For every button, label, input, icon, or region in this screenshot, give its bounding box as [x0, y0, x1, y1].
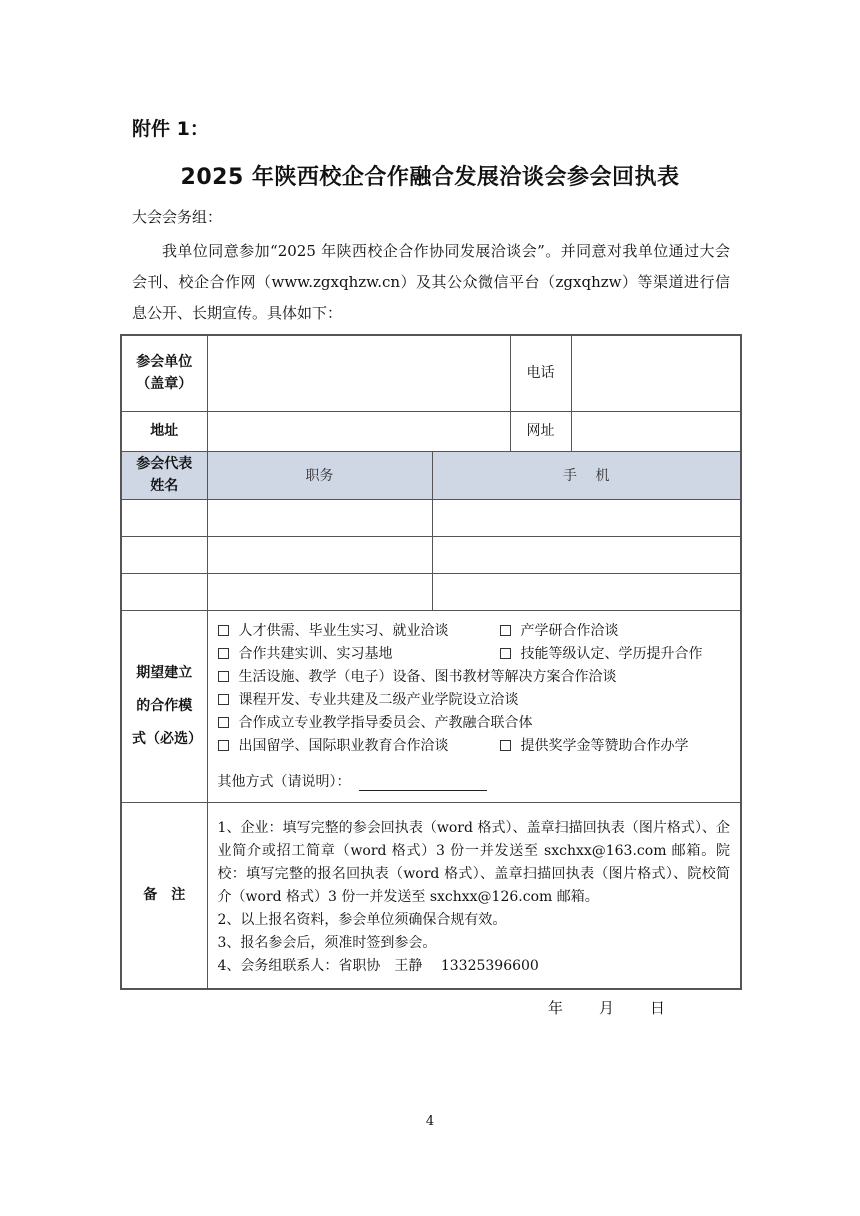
position-header: 职务: [207, 451, 432, 499]
checkbox-icon[interactable]: [218, 648, 229, 659]
rep-position-cell[interactable]: [207, 499, 432, 536]
option-row: [218, 642, 731, 665]
rep-mobile-cell[interactable]: [432, 499, 741, 536]
notes-label: 备 注: [121, 802, 207, 989]
checkbox-icon[interactable]: [500, 648, 511, 659]
option[interactable]: 人才供需、毕业生实习、就业洽谈: [218, 620, 500, 640]
other-method-field[interactable]: [359, 776, 487, 791]
checkbox-icon[interactable]: [218, 694, 229, 705]
other-method: [218, 771, 731, 791]
rep-name-cell[interactable]: [121, 499, 207, 536]
note-item: 1、企业：填写完整的参会回执表（word 格式）、盖章扫描回执表（图片格式）、企业简介或招工简章（word 格式）3 份一并发送至 sxchxx@163.com 邮箱。院校：填写完整的报名回执表（word 格式）、盖章扫描回执表（图片格式）、院校简介（word 格式）3 份一并发送至 sxchxx@126.com 邮箱。: [217, 819, 730, 905]
document-title: 2025 年陕西校企合作融合发展洽谈会参会回执表: [180, 165, 680, 190]
checkbox-icon[interactable]: [218, 717, 229, 728]
option[interactable]: 生活设施、教学（电子）设备、图书教材等解决方案合作洽谈: [218, 666, 617, 686]
rep-mobile-cell[interactable]: [432, 573, 741, 610]
address-label: 地址: [121, 411, 207, 451]
page-number: 4: [425, 1114, 435, 1129]
other-method-label: 其他方式（请说明）：: [217, 773, 351, 790]
option-row: [218, 734, 731, 757]
checkbox-icon[interactable]: [218, 671, 229, 682]
date-line: [548, 997, 665, 1018]
checkbox-icon[interactable]: [500, 740, 511, 751]
mobile-header: 手 机: [432, 451, 741, 499]
option-row: [218, 665, 731, 688]
date-year: 年: [548, 999, 564, 1017]
rep-name-header: 参会代表姓名: [121, 451, 207, 499]
option-row: [218, 688, 731, 711]
option[interactable]: 合作成立专业教学指导委员会、产教融合联合体: [218, 712, 533, 732]
website-label: 网址: [510, 411, 571, 451]
date-month: 月: [599, 999, 615, 1017]
phone-label: 电话: [510, 335, 571, 411]
option[interactable]: 出国留学、国际职业教育合作洽谈: [218, 735, 500, 755]
option-row: [218, 711, 731, 734]
date-day: 日: [650, 999, 666, 1017]
address-field[interactable]: [207, 411, 510, 451]
option[interactable]: 技能等级认定、学历提升合作: [500, 643, 703, 663]
note-item: 2、以上报名资料，参会单位须确保合规有效。: [217, 911, 507, 928]
notes-content: [207, 802, 741, 989]
note-item: 3、报名参会后，须准时签到参会。: [217, 934, 437, 951]
website-field[interactable]: [571, 411, 741, 451]
option[interactable]: 合作共建实训、实习基地: [218, 643, 500, 663]
checkbox-icon[interactable]: [500, 625, 511, 636]
rep-name-cell[interactable]: [121, 573, 207, 610]
rep-position-cell[interactable]: [207, 536, 432, 573]
unit-label: 参会单位（盖章）: [121, 335, 207, 411]
option[interactable]: 产学研合作洽谈: [500, 620, 619, 640]
greeting: 大会会务组：: [132, 208, 223, 226]
cooperation-mode-label: 期望建立的合作模式（必选）: [121, 610, 207, 802]
unit-field[interactable]: [207, 335, 510, 411]
registration-form-table: [120, 334, 742, 990]
cooperation-options: [207, 610, 741, 802]
rep-mobile-cell[interactable]: [432, 536, 741, 573]
rep-position-cell[interactable]: [207, 573, 432, 610]
rep-name-cell[interactable]: [121, 536, 207, 573]
attachment-label: 附件 1：: [132, 118, 209, 140]
phone-field[interactable]: [571, 335, 741, 411]
option-row: [218, 619, 731, 642]
option[interactable]: 课程开发、专业共建及二级产业学院设立洽谈: [218, 689, 519, 709]
note-item: 4、会务组联系人：省职协 王静 13325396600: [217, 957, 539, 974]
intro-paragraph: 我单位同意参加“2025 年陕西校企合作协同发展洽谈会”。并同意对我单位通过大会会刊、校企合作网（www.zgxqhzw.cn）及其公众微信平台（zgxqhzw）等渠道进行信息公开、长期宣传。具体如下：: [132, 242, 730, 322]
checkbox-icon[interactable]: [218, 625, 229, 636]
checkbox-icon[interactable]: [218, 740, 229, 751]
option[interactable]: 提供奖学金等赞助合作办学: [500, 735, 689, 755]
